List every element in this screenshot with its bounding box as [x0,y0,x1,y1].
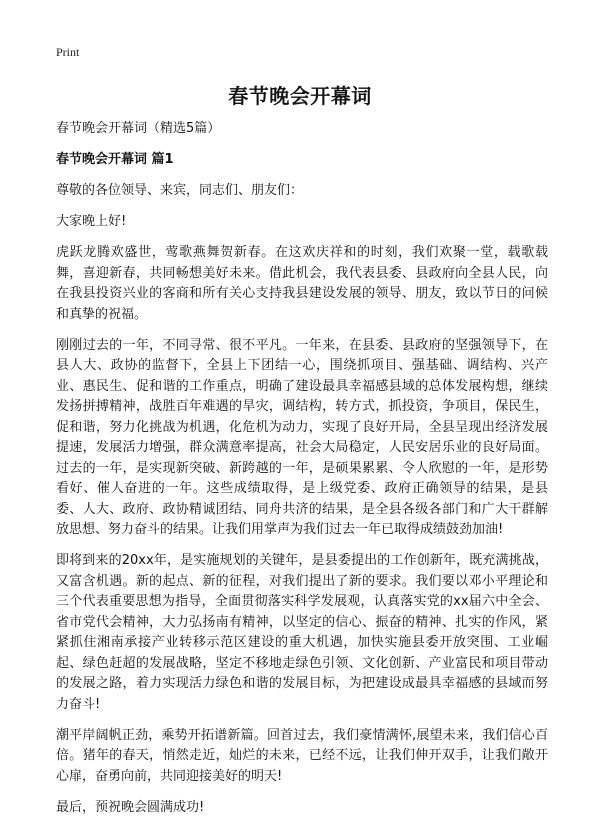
body-paragraph: 虎跃龙腾欢盛世，莺歌燕舞贺新春。在这欢庆祥和的时刻，我们欢聚一堂，载歌载舞，喜迎新春，共同畅想美好未来。借此机会，我代表县委、县政府向全县人民，向在我县投资兴业的客商和所有关心支持我县建设发展的领导、朋友，致以节日的问候和真挚的祝福。 [56,245,548,322]
document-title: 春节晚会开幕词 [228,84,372,108]
greeting-paragraph: 尊敬的各位领导、来宾，同志们、朋友们： [56,183,304,198]
salutation-paragraph: 大家晚上好! [56,214,127,229]
document-body [56,119,548,829]
body-paragraph: 即将到来的20xx年，是实施规划的关键年，是县委提出的工作创新年，既充满挑战，又富含机遇。新的起点、新的征程，对我们提出了新的要求。我们要以邓小平理论和三个代表重要思想为指导，全面贯彻落实科学发展观，认真落实党的xx届六中全会、省市党代会精神，大力弘扬南有精神，以坚定的信心、振奋的精神、扎实的作风，紧紧抓住湘南承接产业转移示范区建设的重大机遇，加快实施县委开放突围、工业崛起、绿色赶超的发展战略，坚定不移地走绿色引领、文化创新、产业富民和项目带动的发展之路，着力实现活力绿色和谐的发展目标，为把建设成最具幸福感的县域而努力奋斗! [56,553,548,712]
closing-paragraph: 最后，预祝晚会圆满成功! [56,799,205,815]
section-heading: 春节晚会开幕词 篇1 [56,152,174,167]
body-paragraph: 潮平岸阔帆正劲，乘势开拓谱新篇。回首过去，我们豪情满怀,展望未来，我们信心百倍。猪年的春天，悄然走近，灿烂的未来，已经不远，让我们伸开双手，让我们敞开心扉，奋勇向前，共同迎接美好的明天! [56,727,548,784]
body-paragraph: 刚刚过去的一年，不同寻常、很不平凡。一年来，在县委、县政府的坚强领导下，在县人大、政协的监督下，全县上下团结一心，围绕抓项目、强基础、调结构、兴产业、惠民生、促和谐的工作重点，明确了建设最具幸福感县域的总体发展构想，继续发扬拼搏精神，战胜百年难遇的旱灾，调结构，转方式，抓投资，争项目，保民生，促和谐，努力化挑战为机遇，化危机为动力，实现了良好开局，全县呈现出经济发展提速，发展活力增强，群众满意率提高，社会大局稳定，人民安居乐业的良好局面。 过去的一年，是实现新突破、新跨越的一年，是硕果累累、令人欣慰的一年，是形势看好、催人奋进的一年。这些成绩取得，是上级党委、政府正确领导的结果，是县委、人大、政府、政协精诚团结、同舟共济的结果，是全县各级各部门和广大干群解放思想、努力奋斗的结果。让我们用掌声为我们过去一年已取得成绩鼓劲加油! [56,337,548,537]
document-subtitle: 春节晚会开幕词（精选5篇） [56,121,221,136]
print-link[interactable]: Print [56,45,80,59]
